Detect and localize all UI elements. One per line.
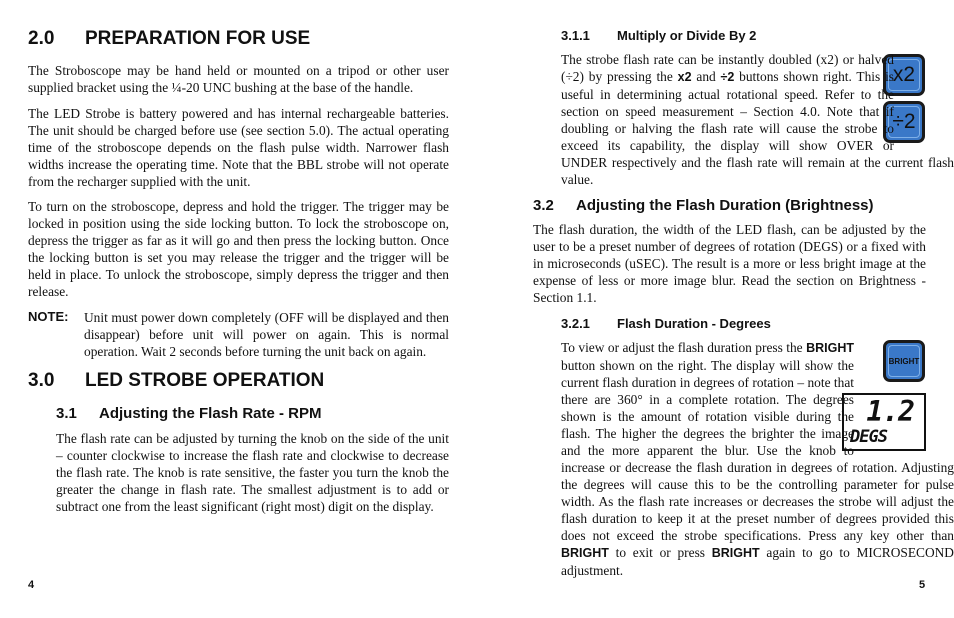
paragraph-flash-duration: The flash duration, the width of the LED flash, can be adjusted by the user to be a preset number of degrees of rotation (DEGS) or a fixed with in microseconds (uSEC). The result is a more or less bright image at the expense of less or more image blur. Read the section on Brightness - Section 1.1. [533, 222, 926, 305]
paragraph-degrees: To view or adjust the flash duration press the BRIGHT button shown on the right. The display will show the current flash duration in degrees of rotation – note that there are 360° in a complete rotation. The degrees shown is the amount of rotation visible during the flash. The higher the degrees the brighter the image and the more apparent the blur. Use the knob to increase or decrease the flash duration in degrees of rotation. Adjusting the degrees will cause this to be the controlling parameter for pulse width. As the flash rate increases or decreases the strobe will adjust the flash duration to keep it at the preset number of degrees provided this does not exceed the strobe specifications. Press any key other than BRIGHT to exit or press BRIGHT again to go to MICROSECOND adjustment. [561, 340, 954, 578]
bright-button[interactable]: BRIGHT [883, 340, 925, 382]
paragraph-battery: The LED Strobe is battery powered and has internal rechargeable batteries. The unit should be charged before use (see section 5.0). The actual operating time of the stroboscope depends on the flash pulse width. Narrower flash widths increase the operating time. Note that the BBL strobe will not operate from the recharger supplied with the unit. [28, 106, 449, 189]
section-3-1-1-heading: 3.1.1 Multiply or Divide By 2 [561, 28, 757, 43]
section-3-1-heading: 3.1 Adjusting the Flash Rate - RPM [56, 405, 322, 422]
lcd-unit: DEGS [850, 427, 887, 447]
note-text: Unit must power down completely (OFF will be displayed and then disappear) before unit will power on again. This is normal operation. Wait 2 seconds before turning the unit back on again. [84, 310, 449, 359]
page-number-left: 4 [28, 579, 35, 591]
paragraph-mounting: The Stroboscope may be hand held or mounted on a tripod or other user supplied bracket using the ¼-20 UNC bushing at the base of the handle. [28, 63, 449, 95]
paragraph-multiply-divide-a: The strobe flash rate can be instantly doubled (x2) or halved (÷2) by pressing the x2 and ÷2 buttons shown right. This is useful in determining actual rotational speed. Refer to the section on speed measurement – Section 4.0. Note that if doubling or halving the flash rate will cause the strobe to exceed its capability, the display will show OVER or UNDER respectively and the flash rate will remain at the current flash value. [561, 52, 954, 187]
paragraph-trigger: To turn on the stroboscope, depress and hold the trigger. The trigger may be locked in position using the side locking button. To lock the stroboscope on, depress the trigger as far as it will go and then press the locking button. Once the locking button is set you may release the trigger and the trigger will be held in place. To unlock the stroboscope, simply depress the trigger and then release. [28, 199, 449, 299]
section-2-0-heading: 2.0 PREPARATION FOR USE [28, 28, 311, 49]
lcd-value: 1.2 [866, 395, 914, 428]
wrap-spacer [854, 339, 954, 457]
page-number-right: 5 [919, 579, 926, 591]
x2-button[interactable]: x2 [883, 54, 925, 96]
section-3-2-1-heading: 3.2.1 Flash Duration - Degrees [561, 316, 771, 331]
wrap-spacer [894, 51, 954, 153]
divide-by-2-button[interactable]: ÷2 [883, 101, 925, 143]
paragraph-flash-rate: The flash rate can be adjusted by turning the knob on the side of the unit – counter clockwise to increase the flash rate and clockwise to decrease the flash rate. The knob is rate sensitive, the faster you turn the knob the greater the change in flash rate. The smallest adjustment is to add or subtract one from the least significant (right most) digit on the display. [56, 431, 449, 514]
section-3-0-heading: 3.0 LED STROBE OPERATION [28, 370, 325, 391]
note-label: NOTE: [28, 309, 69, 324]
section-3-2-heading: 3.2 Adjusting the Flash Duration (Brightness) [533, 197, 874, 214]
